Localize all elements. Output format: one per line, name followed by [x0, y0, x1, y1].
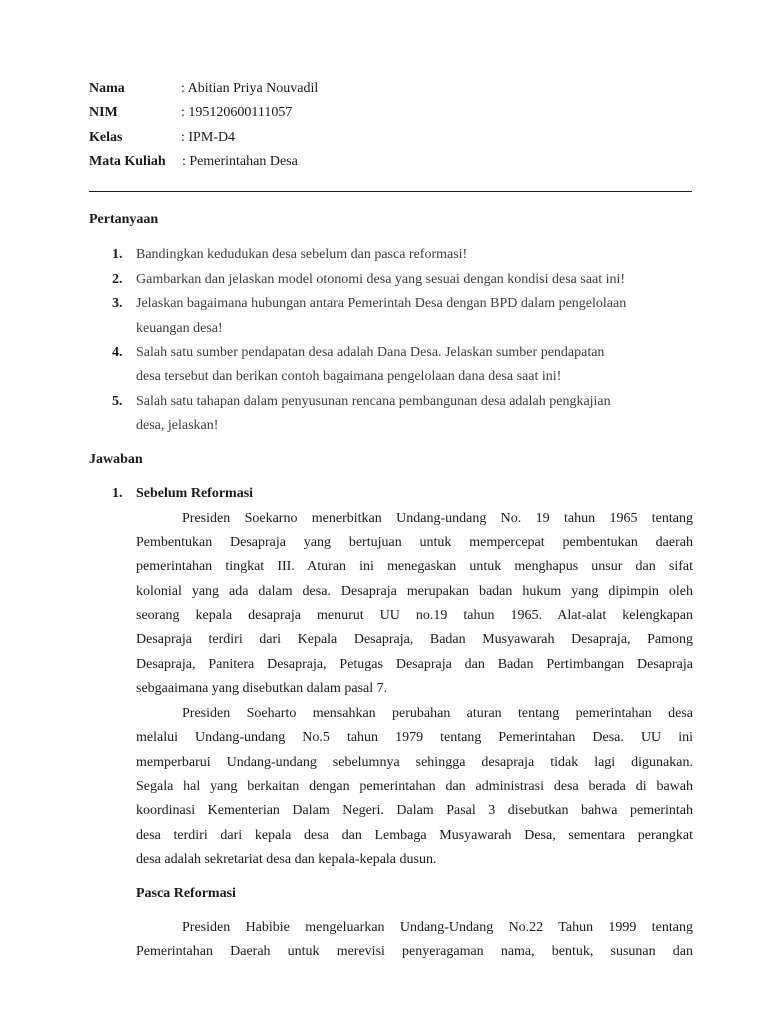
nim-value: : 195120600111057 — [181, 105, 293, 120]
header-kelas-row — [89, 128, 235, 148]
para2-line4: Segala hal yang berkaitan dengan pemerintahan dan administrasi desa berada di bawah — [136, 779, 693, 794]
answer-1-number: 1. — [112, 486, 123, 501]
para1-line7: Desapraja, Panitera Desapraja, Petugas Desapraja dan Badan Pertimbangan Desapraja — [136, 657, 693, 672]
kelas-value: : IPM-D4 — [181, 130, 236, 145]
para1-line3: pemerintahan tingkat III. Aturan ini menegaskan untuk menghapus unsur dan sifat — [136, 559, 693, 574]
nama-label: Nama — [89, 81, 125, 96]
para1-line1: Presiden Soekarno menerbitkan Undang-undang No. 19 tahun 1965 tentang — [182, 511, 693, 526]
para3-line2: Pemerintahan Daerah untuk merevisi penyeragaman nama, bentuk, susunan dan — [136, 944, 693, 959]
jawaban-title: Jawaban — [89, 452, 143, 467]
para1-line5: seorang kepala desapraja menurut UU no.19 tahun 1965. Alat-alat kelengkapan — [136, 608, 693, 623]
question-4-text-line1: Salah satu sumber pendapatan desa adalah Dana Desa. Jelaskan sumber pendapatan — [136, 345, 605, 360]
para1-line8: sebgaaimana yang disebutkan dalam pasal 7. — [136, 681, 388, 696]
question-5-text-line1: Salah satu tahapan dalam penyusunan rencana pembangunan desa adalah pengkajian — [136, 394, 611, 409]
question-2-text: Gambarkan dan jelaskan model otonomi desa yang sesuai dengan kondisi desa saat ini! — [136, 272, 626, 287]
para2-line2: melalui Undang-undang No.5 tahun 1979 tentang Pemerintahan Desa. UU ini — [136, 730, 693, 745]
para2-line7: desa adalah sekretariat desa dan kepala-kepala dusun. — [136, 852, 437, 867]
pertanyaan-title: Pertanyaan — [89, 212, 159, 227]
question-5-text-line2: desa, jelaskan! — [136, 418, 219, 433]
para2-line5: koordinasi Kementerian Dalam Negeri. Dalam Pasal 3 disebutkan bahwa pemerintah — [136, 803, 693, 818]
para2-line6: desa terdiri dari kepala desa dan Lembaga Musyawarah Desa, sementara perangkat — [136, 828, 693, 843]
matkul-label: Mata Kuliah — [89, 154, 166, 169]
question-3-number: 3. — [112, 296, 123, 311]
nama-value: : Abitian Priya Nouvadil — [181, 81, 319, 96]
para3-line1: Presiden Habibie mengeluarkan Undang-Undang No.22 Tahun 1999 tentang — [182, 920, 693, 935]
para1-line2: Pembentukan Desapraja yang bertujuan untuk mempercepat pembentukan daerah — [136, 535, 693, 550]
question-3-text-line2: keuangan desa! — [136, 321, 223, 336]
header-matkul-row — [89, 152, 298, 172]
para2-line3: memperbarui Undang-undang sebelumnya sehingga desapraja tidak lagi digunakan. — [136, 755, 693, 770]
question-1-text: Bandingkan kedudukan desa sebelum dan pasca reformasi! — [136, 247, 468, 262]
para1-line4: kolonial yang ada dalam desa. Desapraja merupakan badan hukum yang dipimpin oleh — [136, 584, 693, 599]
answer-1-heading-2: Pasca Reformasi — [136, 886, 236, 901]
matkul-value: : Pemerintahan Desa — [182, 154, 298, 169]
header-nama-row — [89, 79, 318, 99]
answer-1-heading: Sebelum Reformasi — [136, 486, 254, 501]
header-divider — [89, 191, 692, 192]
question-5-number: 5. — [112, 394, 123, 409]
question-1-number: 1. — [112, 247, 123, 262]
nim-label: NIM — [89, 105, 118, 120]
para1-line6: Desapraja terdiri dari Kepala Desapraja, Badan Musyawarah Desapraja, Pamong — [136, 632, 693, 647]
kelas-label: Kelas — [89, 130, 123, 145]
para2-line1: Presiden Soeharto mensahkan perubahan aturan tentang pemerintahan desa — [182, 706, 693, 721]
question-2-number: 2. — [112, 272, 123, 287]
question-3-text-line1: Jelaskan bagaimana hubungan antara Pemerintah Desa dengan BPD dalam pengelolaan — [136, 296, 627, 311]
header-nim-row — [89, 103, 292, 123]
question-4-number: 4. — [112, 345, 123, 360]
question-4-text-line2: desa tersebut dan berikan contoh bagaimana pengelolaan dana desa saat ini! — [136, 369, 562, 384]
